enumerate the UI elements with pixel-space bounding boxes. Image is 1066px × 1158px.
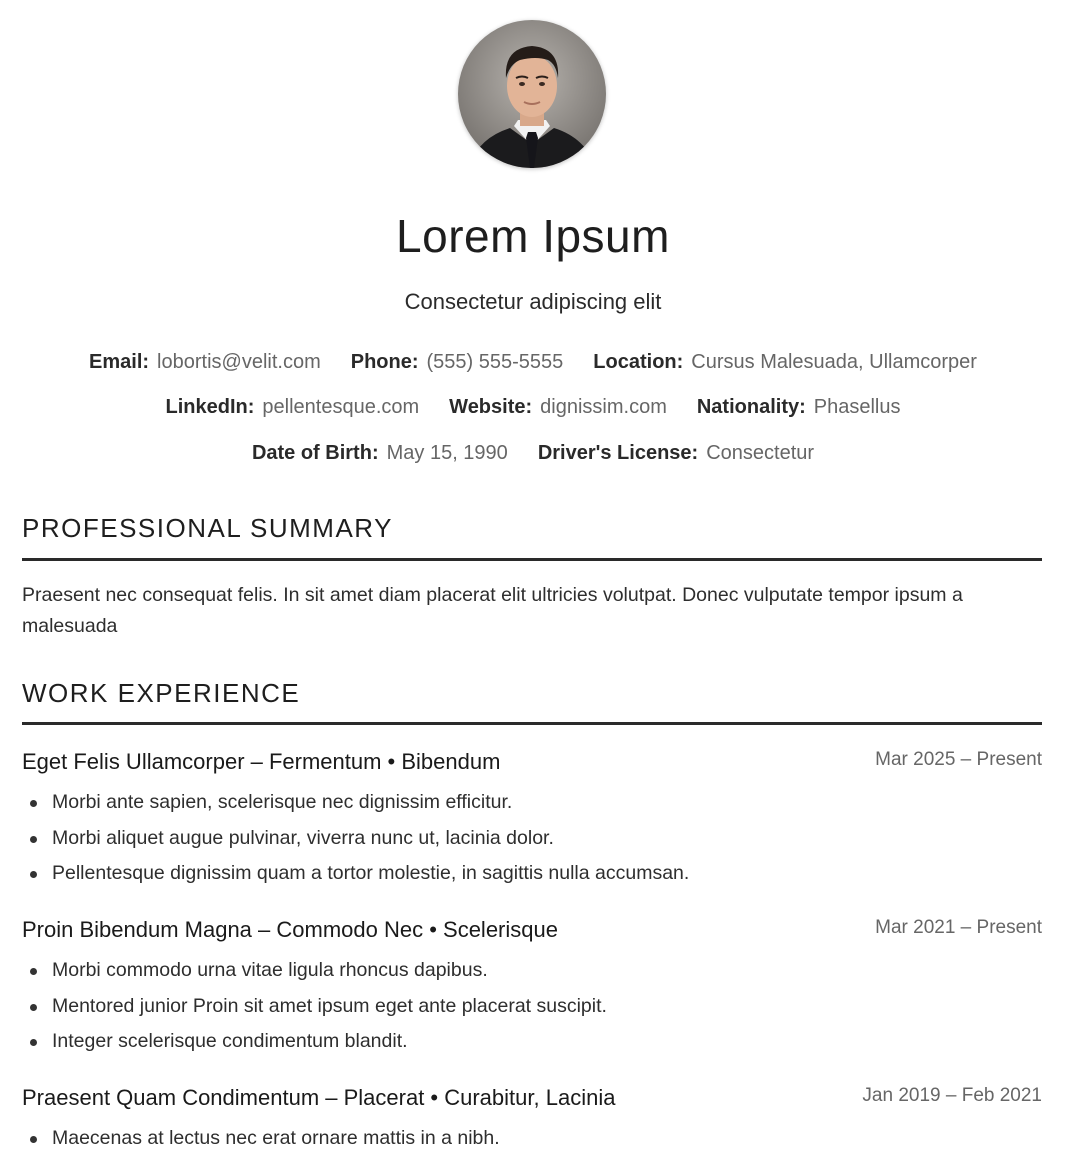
job-bullets	[22, 1121, 1042, 1157]
job-title: Praesent Quam Condimentum – Placerat • Curabitur, Lacinia	[22, 1085, 616, 1110]
job-header	[22, 1083, 1042, 1113]
phone-value: (555) 555-5555	[426, 351, 564, 373]
list-item	[22, 1024, 1042, 1060]
bullet-text: Morbi aliquet augue pulvinar, viverra nunc ut, lacinia dolor.	[52, 826, 554, 849]
bullet-text: Morbi ante sapien, scelerisque nec dignissim efficitur.	[52, 791, 513, 813]
contact-website	[449, 393, 667, 421]
contact-location	[593, 348, 977, 376]
section-divider	[22, 558, 1042, 561]
contact-drivers-license	[538, 439, 814, 467]
section-divider	[22, 722, 1042, 725]
job-bullets	[22, 785, 1042, 892]
contact-row	[0, 348, 1066, 376]
contact-row	[0, 439, 1066, 467]
contact-label: Driver's License:	[537, 442, 699, 464]
contact-label: Website:	[449, 396, 533, 418]
nationality-value: Phasellus	[813, 396, 901, 418]
job-title: Eget Felis Ullamcorper – Fermentum • Bibendum	[22, 749, 501, 774]
bullet-dot-icon	[30, 836, 37, 843]
contact-label: Phone:	[350, 351, 419, 373]
section-title-summary: PROFESSIONAL SUMMARY	[22, 513, 393, 543]
contact-nationality	[697, 393, 901, 421]
list-item	[22, 856, 1042, 892]
contact-label: Location:	[593, 351, 684, 373]
birthdate-value: May 15, 1990	[386, 442, 508, 464]
bullet-text: Integer scelerisque condimentum blandit.	[52, 1030, 408, 1052]
contact-row	[0, 393, 1066, 421]
bullet-dot-icon	[30, 1039, 37, 1046]
job-dates: Jan 2019 – Feb 2021	[862, 1085, 1042, 1106]
job-bullets	[22, 953, 1042, 1060]
contact-linkedin	[166, 393, 420, 421]
bullet-text: Mentored junior Proin sit amet ipsum eget ante placerat suscipit.	[52, 994, 607, 1017]
list-item	[22, 1121, 1042, 1157]
avatar	[458, 20, 606, 168]
bullet-dot-icon	[30, 1004, 37, 1011]
candidate-name: Lorem Ipsum	[396, 210, 670, 262]
email-link[interactable]: lobortis@velit.com	[157, 351, 321, 373]
contact-birthdate	[252, 439, 508, 467]
bullet-text: Maecenas at lectus nec erat ornare mattis in a nibh.	[52, 1127, 500, 1149]
candidate-tagline: Consectetur adipiscing elit	[404, 289, 662, 314]
job-header	[22, 915, 1042, 945]
list-item	[22, 989, 1042, 1025]
contact-label: Date of Birth:	[251, 442, 379, 464]
job-title: Proin Bibendum Magna – Commodo Nec • Scelerisque	[22, 917, 558, 942]
job-dates: Mar 2021 – Present	[875, 917, 1042, 938]
bullet-dot-icon	[30, 968, 37, 975]
job-header	[22, 747, 1042, 777]
list-item	[22, 785, 1042, 821]
website-link[interactable]: dignissim.com	[540, 396, 667, 418]
location-value: Cursus Malesuada, Ullamcorper	[691, 351, 977, 373]
bullet-text: Morbi commodo urna vitae ligula rhoncus dapibus.	[52, 959, 488, 981]
section-title-experience: WORK EXPERIENCE	[22, 678, 301, 708]
contact-phone	[351, 348, 564, 376]
bullet-dot-icon	[30, 871, 37, 878]
list-item	[22, 821, 1042, 857]
drivers-license-value: Consectetur	[706, 442, 815, 464]
contact-email	[89, 348, 321, 376]
summary-text: Praesent nec consequat felis. In sit amet diam placerat elit ultricies volutpat. Donec vulputate tempor ipsum a malesuada	[22, 584, 963, 637]
job-dates: Mar 2025 – Present	[875, 749, 1042, 770]
bullet-text: Pellentesque dignissim quam a tortor molestie, in sagittis nulla accumsan.	[52, 862, 690, 884]
bullet-dot-icon	[30, 1136, 37, 1143]
profile-photo	[458, 20, 606, 168]
contact-label: Nationality:	[696, 396, 806, 418]
bullet-dot-icon	[30, 800, 37, 807]
contact-label: LinkedIn:	[165, 396, 255, 418]
linkedin-link[interactable]: pellentesque.com	[262, 396, 420, 418]
list-item	[22, 953, 1042, 989]
contact-label: Email:	[89, 351, 150, 373]
